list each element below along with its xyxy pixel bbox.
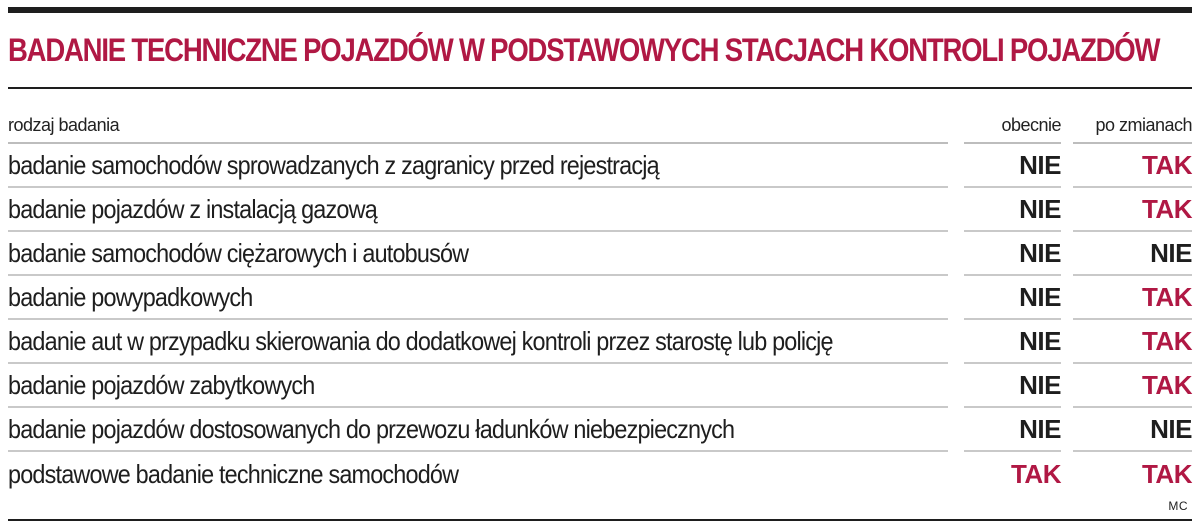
row-currently-value: NIE <box>964 408 1061 452</box>
table-header-row <box>8 108 1192 144</box>
row-after-changes-value: TAK <box>1073 320 1192 364</box>
row-label-text: badanie pojazdów zabytkowych <box>8 369 315 400</box>
row-label <box>8 232 948 276</box>
row-label-text: badanie pojazdów z instalacją gazową <box>8 193 377 224</box>
row-currently-value: TAK <box>1010 458 1061 489</box>
row-after-changes-value: TAK <box>1073 144 1192 188</box>
comparison-table <box>8 108 1192 496</box>
table-row <box>8 408 1192 452</box>
row-currently-value: NIE <box>964 364 1061 408</box>
row-label <box>8 144 948 188</box>
row-currently-value: NIE <box>964 188 1061 232</box>
row-label-text: badanie samochodów sprowadzanych z zagranicy przed rejestracją <box>8 149 659 180</box>
table-row <box>8 276 1192 320</box>
row-after-changes-value: TAK <box>1073 276 1192 320</box>
row-label <box>8 320 948 364</box>
row-currently-value: NIE <box>964 320 1061 364</box>
row-label-text: badanie samochodów ciężarowych i autobusów <box>8 237 469 268</box>
row-label <box>8 276 948 320</box>
top-rule <box>8 7 1192 13</box>
table-row <box>8 320 1192 364</box>
title-divider <box>8 87 1192 89</box>
author-credit: MC <box>1168 499 1188 513</box>
page-title: BADANIE TECHNICZNE POJAZDÓW W PODSTAWOWYCH STACJACH KONTROLI POJAZDÓW <box>8 32 1160 68</box>
row-label-text: badanie aut w przypadku skierowania do dodatkowej kontroli przez starostę lub policję <box>8 325 833 356</box>
row-after-changes-value: TAK <box>1073 188 1192 232</box>
table-row <box>8 232 1192 276</box>
row-label <box>8 452 948 496</box>
row-label <box>8 188 948 232</box>
row-label-text: badanie pojazdów dostosowanych do przewozu ładunków niebezpiecznych <box>8 413 735 444</box>
row-after-changes-value: TAK <box>1141 458 1192 489</box>
row-currently-value: NIE <box>964 144 1061 188</box>
table-row <box>8 144 1192 188</box>
table-row <box>8 452 1192 496</box>
bottom-rule <box>8 519 1192 521</box>
row-label <box>8 364 948 408</box>
table-row <box>8 364 1192 408</box>
row-currently-value: NIE <box>964 232 1061 276</box>
row-label-text: podstawowe badanie techniczne samochodów <box>8 458 459 489</box>
header-after-changes: po zmianach <box>1073 108 1192 144</box>
row-after-changes-value: NIE <box>1073 232 1192 276</box>
row-label-text: badanie powypadkowych <box>8 281 253 312</box>
row-after-changes-value: NIE <box>1073 408 1192 452</box>
table-row <box>8 188 1192 232</box>
row-label <box>8 408 948 452</box>
header-currently: obecnie <box>964 108 1061 144</box>
row-currently-value: NIE <box>964 276 1061 320</box>
row-after-changes-value: TAK <box>1073 364 1192 408</box>
header-type-of-inspection: rodzaj badania <box>8 108 948 144</box>
